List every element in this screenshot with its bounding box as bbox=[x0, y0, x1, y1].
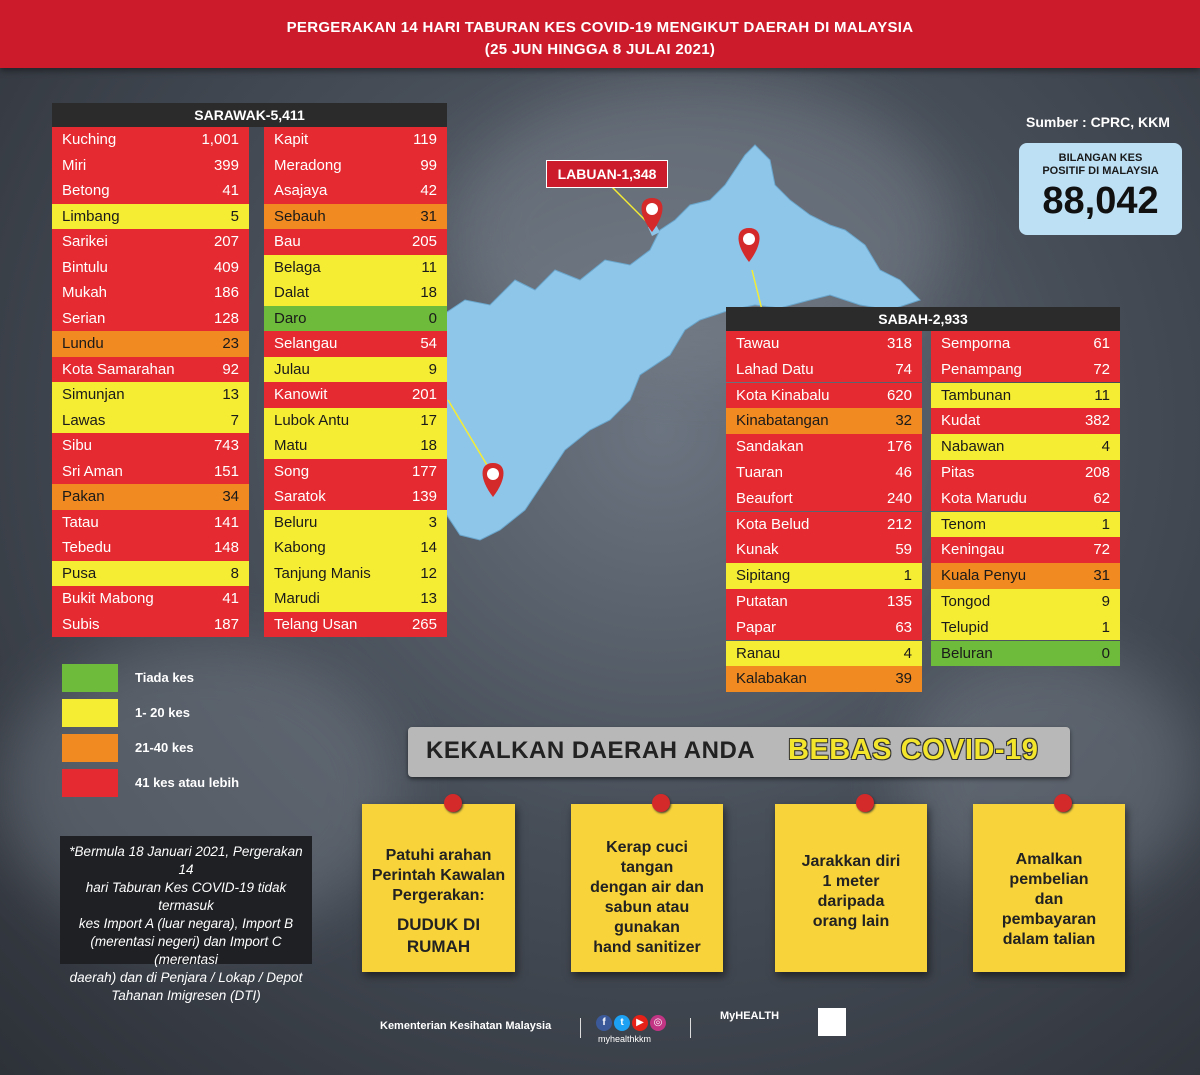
total-cases-box bbox=[1019, 143, 1182, 235]
legend-label: 1- 20 kes bbox=[135, 705, 190, 720]
district-cases: 74 bbox=[895, 360, 912, 378]
district-cases: 409 bbox=[213, 258, 239, 276]
district-cases: 46 bbox=[895, 464, 912, 481]
district-cases: 41 bbox=[222, 182, 239, 199]
district-cases: 177 bbox=[411, 462, 437, 480]
advice-card bbox=[973, 804, 1125, 972]
district-cases: 7 bbox=[230, 411, 239, 429]
district-cases: 151 bbox=[213, 462, 239, 480]
district-cases: 17 bbox=[420, 411, 437, 429]
legend-swatch bbox=[62, 699, 118, 727]
district-name: Ranau bbox=[736, 644, 781, 662]
district-name: Putatan bbox=[736, 593, 788, 610]
district-row bbox=[931, 486, 1120, 512]
district-row bbox=[931, 383, 1120, 409]
district-row bbox=[52, 510, 249, 536]
district-name: Tambunan bbox=[941, 386, 1012, 404]
footnote-line: hari Taburan Kes COVID-19 tidak termasuk bbox=[85, 880, 287, 913]
district-cases: 187 bbox=[213, 615, 239, 633]
district-name: Kunak bbox=[736, 541, 779, 559]
district-name: Beaufort bbox=[736, 489, 793, 507]
district-name: Lubok Antu bbox=[274, 411, 350, 429]
district-row bbox=[264, 357, 447, 383]
district-row bbox=[52, 306, 249, 332]
district-row bbox=[52, 612, 249, 638]
district-row bbox=[931, 641, 1120, 667]
district-cases: 42 bbox=[420, 182, 437, 199]
district-cases: 11 bbox=[421, 258, 437, 276]
district-name: Betong bbox=[62, 182, 110, 199]
advice-text: tangan bbox=[620, 859, 674, 876]
footnote-line: kes Import A (luar negara), Import B bbox=[78, 916, 294, 931]
district-cases: 63 bbox=[895, 618, 912, 636]
district-row bbox=[264, 331, 447, 357]
twitter-icon[interactable]: t bbox=[614, 1015, 630, 1031]
district-row bbox=[931, 434, 1120, 460]
district-cases: 186 bbox=[213, 284, 239, 301]
sarawak-table bbox=[52, 103, 447, 637]
district-name: Song bbox=[274, 462, 310, 480]
district-name: Sibu bbox=[62, 437, 93, 454]
district-row bbox=[264, 153, 447, 179]
district-row bbox=[931, 563, 1120, 589]
district-name: Pusa bbox=[62, 564, 97, 582]
district-name: Kota Samarahan bbox=[62, 360, 175, 378]
district-cases: 382 bbox=[1084, 412, 1110, 430]
advice-text: Patuhi arahan bbox=[385, 847, 492, 864]
slogan-banner bbox=[408, 727, 1070, 777]
district-cases: 208 bbox=[1084, 464, 1110, 481]
footer-divider bbox=[580, 1018, 581, 1038]
district-cases: 61 bbox=[1093, 335, 1110, 352]
district-name: Belaga bbox=[274, 258, 321, 276]
advice-text: Perintah Kawalan bbox=[371, 867, 506, 884]
district-cases: 212 bbox=[886, 515, 912, 533]
district-name: Tuaran bbox=[736, 464, 783, 481]
advice-text: 1 meter bbox=[822, 873, 880, 890]
footnote-line: *Bermula 18 Januari 2021, Pergerakan 14 bbox=[69, 844, 303, 877]
district-name: Kinabatangan bbox=[736, 412, 829, 430]
district-row bbox=[264, 561, 447, 587]
district-row bbox=[264, 178, 447, 204]
district-row bbox=[264, 459, 447, 485]
instagram-icon[interactable]: ◎ bbox=[650, 1015, 666, 1031]
district-row bbox=[52, 153, 249, 179]
district-cases: 176 bbox=[886, 438, 912, 456]
district-cases: 14 bbox=[420, 539, 437, 556]
pushpin-icon bbox=[1054, 794, 1072, 812]
district-name: Simunjan bbox=[62, 386, 125, 403]
district-cases: 128 bbox=[213, 309, 239, 327]
district-name: Papar bbox=[736, 618, 777, 636]
district-name: Kalabakan bbox=[736, 670, 807, 688]
pushpin-icon bbox=[856, 794, 874, 812]
district-cases: 265 bbox=[411, 615, 437, 633]
district-cases: 240 bbox=[886, 489, 912, 507]
district-row bbox=[264, 306, 447, 332]
district-cases: 1 bbox=[1101, 618, 1110, 636]
slogan-part2: BEBAS COVID-19 bbox=[788, 734, 1039, 766]
district-row bbox=[726, 563, 922, 589]
total-label-line2: POSITIF DI MALAYSIA bbox=[1042, 165, 1159, 177]
district-row bbox=[726, 383, 922, 409]
district-name: Kota Belud bbox=[736, 515, 810, 533]
sarawak-header: SARAWAK-5,411 bbox=[52, 103, 447, 127]
district-name: Saratok bbox=[274, 488, 326, 505]
district-name: Kabong bbox=[274, 539, 326, 556]
district-cases: 743 bbox=[213, 437, 239, 454]
district-name: Bukit Mabong bbox=[62, 590, 154, 607]
district-name: Sandakan bbox=[736, 438, 804, 456]
district-row bbox=[726, 512, 922, 538]
district-row bbox=[931, 615, 1120, 641]
source-text: Sumber : CPRC, KKM bbox=[1026, 114, 1170, 130]
district-name: Tawau bbox=[736, 335, 780, 352]
advice-text: Jarakkan diri bbox=[801, 853, 901, 870]
district-row bbox=[931, 589, 1120, 615]
advice-text: gunakan bbox=[614, 919, 680, 936]
district-name: Mukah bbox=[62, 284, 108, 301]
district-name: Asajaya bbox=[274, 182, 328, 199]
district-row bbox=[931, 357, 1120, 383]
district-name: Matu bbox=[274, 437, 308, 454]
qr-code-icon bbox=[818, 1008, 846, 1036]
district-row bbox=[931, 537, 1120, 563]
district-row bbox=[52, 433, 249, 459]
district-row bbox=[264, 408, 447, 434]
district-cases: 1 bbox=[1101, 515, 1110, 533]
legend-label: 41 kes atau lebih bbox=[135, 775, 240, 790]
advice-text: hand sanitizer bbox=[593, 939, 701, 956]
district-cases: 205 bbox=[411, 233, 437, 250]
district-row bbox=[264, 535, 447, 561]
district-row bbox=[52, 357, 249, 383]
district-row bbox=[931, 460, 1120, 486]
legend-label: 21-40 kes bbox=[135, 740, 194, 755]
footnote-line: (merentasi negeri) dan Import C (merentasi bbox=[90, 934, 282, 967]
total-value: 88,042 bbox=[1042, 180, 1159, 222]
district-cases: 39 bbox=[895, 670, 912, 688]
district-row bbox=[264, 280, 447, 306]
labuan-label: LABUAN-1,348 bbox=[546, 160, 668, 188]
district-row bbox=[726, 434, 922, 460]
district-row bbox=[264, 204, 447, 230]
title-line2: (25 JUN HINGGA 8 JULAI 2021) bbox=[484, 41, 716, 58]
district-cases: 4 bbox=[903, 644, 912, 662]
district-cases: 201 bbox=[411, 386, 437, 403]
advice-text: Pergerakan: bbox=[392, 887, 485, 904]
district-row bbox=[264, 510, 447, 536]
district-row bbox=[726, 537, 922, 563]
footnote-line: daerah) dan di Penjara / Lokap / Depot bbox=[69, 970, 303, 985]
district-row bbox=[931, 512, 1120, 538]
advice-highlight: DUDUK DI bbox=[396, 915, 481, 934]
district-row bbox=[264, 484, 447, 510]
district-row bbox=[726, 486, 922, 512]
district-cases: 148 bbox=[213, 539, 239, 556]
district-name: Kudat bbox=[941, 412, 981, 430]
social-handle: myhealthkkm bbox=[598, 1034, 652, 1044]
district-name: Tebedu bbox=[62, 539, 112, 556]
district-name: Kapit bbox=[274, 131, 309, 148]
advice-text: Kerap cuci bbox=[606, 839, 688, 856]
advice-text: daripada bbox=[817, 893, 885, 910]
advice-card bbox=[362, 804, 515, 972]
district-cases: 399 bbox=[213, 156, 239, 174]
district-name: Tatau bbox=[62, 513, 99, 531]
total-label bbox=[1019, 143, 1182, 178]
advice-card bbox=[775, 804, 927, 972]
district-name: Limbang bbox=[62, 207, 120, 225]
sabah-header: SABAH-2,933 bbox=[726, 307, 1120, 331]
district-row bbox=[52, 586, 249, 612]
district-cases: 62 bbox=[1093, 489, 1110, 507]
district-cases: 31 bbox=[1093, 567, 1110, 585]
district-name: Lahad Datu bbox=[736, 360, 814, 378]
district-cases: 13 bbox=[420, 590, 437, 607]
district-row bbox=[52, 535, 249, 561]
facebook-icon[interactable]: f bbox=[596, 1015, 612, 1031]
district-row bbox=[264, 382, 447, 408]
district-cases: 0 bbox=[428, 309, 437, 327]
district-name: Tanjung Manis bbox=[274, 564, 371, 582]
district-row bbox=[52, 382, 249, 408]
district-row bbox=[52, 331, 249, 357]
district-name: Beluru bbox=[274, 513, 318, 531]
district-name: Sarikei bbox=[62, 233, 108, 250]
district-name: Beluran bbox=[941, 644, 993, 662]
district-name: Tongod bbox=[941, 593, 991, 610]
legend-label: Tiada kes bbox=[135, 670, 195, 685]
district-name: Sri Aman bbox=[62, 462, 123, 480]
district-name: Bau bbox=[274, 233, 301, 250]
district-row bbox=[52, 127, 249, 153]
district-name: Lawas bbox=[62, 411, 106, 429]
district-cases: 139 bbox=[411, 488, 437, 505]
youtube-icon[interactable]: ▶ bbox=[632, 1015, 648, 1031]
district-cases: 5 bbox=[230, 207, 239, 225]
district-row bbox=[931, 408, 1120, 434]
district-row bbox=[264, 612, 447, 638]
district-name: Pakan bbox=[62, 488, 105, 505]
district-row bbox=[726, 615, 922, 641]
legend-swatch bbox=[62, 734, 118, 762]
district-cases: 4 bbox=[1101, 438, 1110, 456]
district-row bbox=[726, 357, 922, 383]
district-cases: 11 bbox=[1094, 386, 1110, 404]
district-row bbox=[264, 229, 447, 255]
district-name: Dalat bbox=[274, 284, 310, 301]
district-name: Nabawan bbox=[941, 438, 1005, 456]
district-name: Daro bbox=[274, 309, 307, 327]
district-cases: 620 bbox=[886, 386, 912, 404]
district-cases: 8 bbox=[230, 564, 239, 582]
district-name: Telang Usan bbox=[274, 615, 358, 633]
district-row bbox=[264, 255, 447, 281]
advice-text: sabun atau bbox=[604, 899, 690, 916]
district-name: Sipitang bbox=[736, 567, 791, 585]
district-row bbox=[52, 484, 249, 510]
district-name: Subis bbox=[62, 615, 100, 633]
district-row bbox=[264, 127, 447, 153]
footnote bbox=[60, 836, 312, 1003]
district-name: Serian bbox=[62, 309, 106, 327]
district-cases: 32 bbox=[895, 412, 912, 430]
district-name: Penampang bbox=[941, 360, 1022, 378]
district-cases: 119 bbox=[413, 131, 437, 148]
district-name: Semporna bbox=[941, 335, 1011, 352]
district-row bbox=[726, 666, 922, 692]
district-row bbox=[726, 460, 922, 486]
sabah-table bbox=[726, 307, 1120, 691]
district-name: Pitas bbox=[941, 464, 975, 481]
district-row bbox=[264, 433, 447, 459]
footnote-line: Tahanan Imigresen (DTI) bbox=[111, 988, 261, 1003]
district-name: Keningau bbox=[941, 541, 1005, 559]
district-name: Kuching bbox=[62, 131, 117, 148]
district-cases: 141 bbox=[213, 513, 239, 531]
advice-text: dan bbox=[1034, 891, 1064, 908]
total-label-line1: BILANGAN KES bbox=[1058, 152, 1143, 164]
advice-text: orang lain bbox=[812, 913, 890, 930]
district-name: Tenom bbox=[941, 515, 987, 533]
district-row bbox=[726, 408, 922, 434]
district-cases: 72 bbox=[1093, 360, 1110, 378]
district-name: Selangau bbox=[274, 335, 338, 352]
district-name: Miri bbox=[62, 156, 87, 174]
district-row bbox=[726, 331, 922, 357]
district-cases: 92 bbox=[222, 360, 239, 378]
advice-text: dengan air dan bbox=[590, 879, 704, 896]
district-row bbox=[931, 331, 1120, 357]
district-name: Telupid bbox=[941, 618, 989, 636]
district-cases: 72 bbox=[1093, 541, 1110, 559]
spacer bbox=[362, 906, 515, 914]
title-line1: PERGERAKAN 14 HARI TABURAN KES COVID-19 MENGIKUT DAERAH DI MALAYSIA bbox=[286, 19, 914, 36]
district-row bbox=[52, 561, 249, 587]
district-cases: 0 bbox=[1101, 644, 1110, 662]
legend-swatch bbox=[62, 769, 118, 797]
advice-card bbox=[571, 804, 723, 972]
district-row bbox=[264, 586, 447, 612]
ministry-name: Kementerian Kesihatan Malaysia bbox=[380, 1020, 552, 1032]
district-cases: 23 bbox=[222, 335, 239, 352]
district-row bbox=[52, 408, 249, 434]
district-row bbox=[726, 641, 922, 667]
slogan-part1: KEKALKAN DAERAH ANDA bbox=[426, 737, 756, 764]
district-name: Kota Kinabalu bbox=[736, 386, 830, 404]
advice-text: pembelian bbox=[1009, 871, 1089, 888]
myhealth-logo: MyHEALTH bbox=[720, 1010, 780, 1022]
district-cases: 34 bbox=[222, 488, 239, 505]
labuan-pin-icon bbox=[642, 198, 663, 232]
district-name: Bintulu bbox=[62, 258, 108, 276]
advice-text: dalam talian bbox=[1002, 931, 1096, 948]
district-row bbox=[52, 255, 249, 281]
district-cases: 12 bbox=[420, 564, 437, 582]
district-cases: 18 bbox=[420, 284, 437, 301]
district-name: Sebauh bbox=[274, 207, 326, 225]
pushpin-icon bbox=[444, 794, 462, 812]
district-cases: 99 bbox=[420, 156, 437, 174]
advice-text: Amalkan bbox=[1015, 851, 1083, 868]
district-name: Julau bbox=[274, 360, 310, 378]
district-row bbox=[52, 229, 249, 255]
district-name: Meradong bbox=[274, 156, 342, 174]
district-cases: 1,001 bbox=[201, 131, 239, 148]
footer-divider bbox=[690, 1018, 691, 1038]
pushpin-icon bbox=[652, 794, 670, 812]
sabah-table-body bbox=[726, 331, 1120, 691]
sarawak-table-body bbox=[52, 127, 447, 637]
district-cases: 3 bbox=[428, 513, 437, 531]
district-row bbox=[52, 280, 249, 306]
district-row bbox=[726, 589, 922, 615]
district-name: Kota Marudu bbox=[941, 489, 1027, 507]
district-cases: 59 bbox=[895, 541, 912, 559]
advice-highlight: RUMAH bbox=[406, 937, 471, 956]
district-cases: 54 bbox=[420, 335, 437, 352]
district-cases: 9 bbox=[428, 360, 437, 378]
district-name: Kanowit bbox=[274, 386, 328, 403]
district-cases: 135 bbox=[886, 593, 912, 610]
district-name: Lundu bbox=[62, 335, 104, 352]
district-row bbox=[52, 459, 249, 485]
district-cases: 13 bbox=[222, 386, 239, 403]
district-row bbox=[52, 204, 249, 230]
district-cases: 31 bbox=[420, 207, 437, 225]
district-cases: 9 bbox=[1101, 593, 1110, 610]
legend-swatch bbox=[62, 664, 118, 692]
district-cases: 18 bbox=[420, 437, 437, 454]
district-cases: 41 bbox=[222, 590, 239, 607]
district-name: Kuala Penyu bbox=[941, 567, 1027, 585]
title-banner bbox=[0, 0, 1200, 68]
district-cases: 207 bbox=[213, 233, 239, 250]
district-cases: 318 bbox=[886, 335, 912, 352]
district-row bbox=[52, 178, 249, 204]
advice-text: pembayaran bbox=[1001, 911, 1097, 928]
district-cases: 1 bbox=[903, 567, 912, 585]
district-name: Marudi bbox=[274, 590, 320, 607]
